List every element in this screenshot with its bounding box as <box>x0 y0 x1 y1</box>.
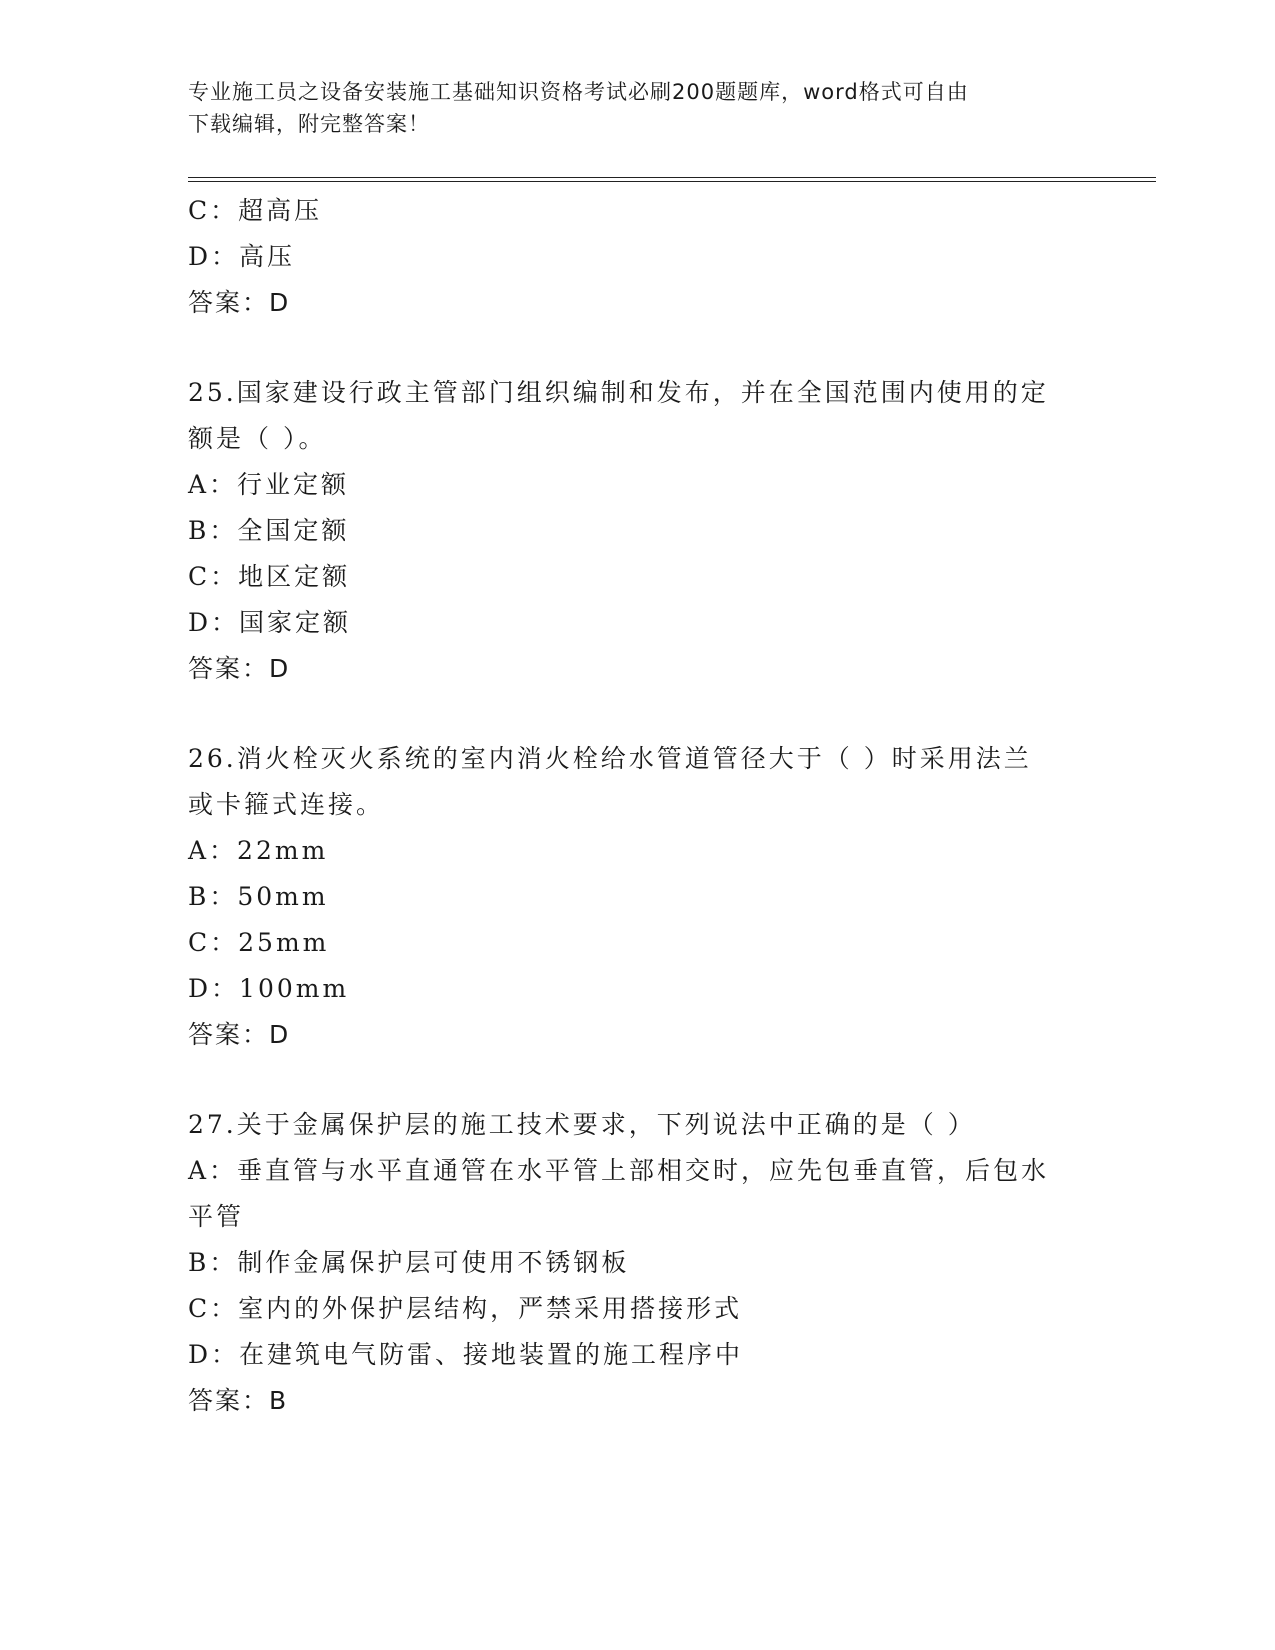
question-stem: 26.消火栓灭火系统的室内消火栓给水管道管径大于（ ）时采用法兰 <box>188 744 1032 773</box>
option-b: B：全国定额 <box>188 516 350 545</box>
option-d: D：在建筑电气防雷、接地装置的施工程序中 <box>188 1340 744 1369</box>
question-stem-continued: 额是（ ）。 <box>188 424 327 453</box>
option-d: D：100mm <box>188 974 350 1003</box>
question-stem: 25.国家建设行政主管部门组织编制和发布，并在全国范围内使用的定 <box>188 378 1049 407</box>
option-a: A：22mm <box>188 836 329 865</box>
option-c: C：超高压 <box>188 196 323 225</box>
answer: 答案：D <box>188 1020 291 1049</box>
page-header <box>188 76 1068 140</box>
option-c: C：25mm <box>188 928 330 957</box>
option-b: B：制作金属保护层可使用不锈钢板 <box>188 1248 630 1277</box>
header-divider <box>188 177 1156 182</box>
spacer <box>188 692 1088 736</box>
question-24 <box>188 188 1088 326</box>
option-d: D：高压 <box>188 242 296 271</box>
option-a: A：垂直管与水平直通管在水平管上部相交时，应先包垂直管，后包水 <box>188 1156 1050 1185</box>
header-line-2: 下载编辑，附完整答案！ <box>188 112 430 136</box>
spacer <box>188 1058 1088 1102</box>
option-b: B：50mm <box>188 882 329 911</box>
question-26 <box>188 736 1088 1058</box>
question-stem: 27.关于金属保护层的施工技术要求，下列说法中正确的是（ ） <box>188 1110 976 1139</box>
answer: 答案：D <box>188 288 291 317</box>
header-line-1: 专业施工员之设备安装施工基础知识资格考试必刷200题题库，word格式可自由 <box>188 80 969 104</box>
option-c: C：室内的外保护层结构，严禁采用搭接形式 <box>188 1294 743 1323</box>
option-a-continued: 平管 <box>188 1202 245 1231</box>
question-25 <box>188 370 1088 692</box>
question-stem-continued: 或卡箍式连接。 <box>188 790 385 819</box>
answer: 答案：D <box>188 654 291 683</box>
option-d: D：国家定额 <box>188 608 352 637</box>
question-27 <box>188 1102 1088 1424</box>
option-a: A：行业定额 <box>188 470 350 499</box>
spacer <box>188 326 1088 370</box>
answer: 答案：B <box>188 1386 289 1415</box>
question-list <box>188 188 1088 1424</box>
option-c: C：地区定额 <box>188 562 351 591</box>
